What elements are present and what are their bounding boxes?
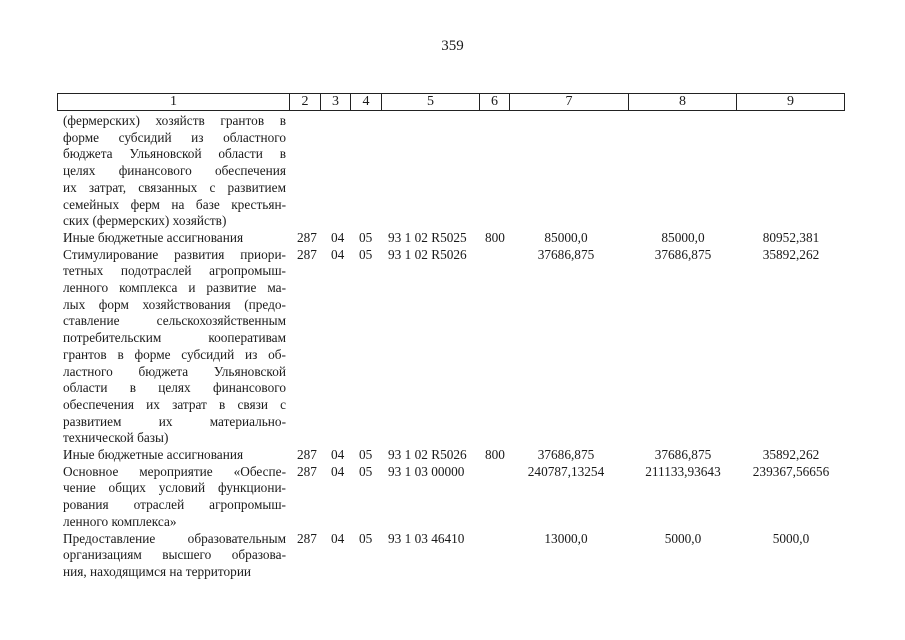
description-line: потребительским кооперативам bbox=[63, 330, 286, 346]
header-col-2: 2 bbox=[290, 94, 321, 110]
target-article-code: 93 1 03 00000 bbox=[388, 463, 465, 479]
section-code: 04 bbox=[331, 463, 345, 479]
description-line: грантов в форме субсидий из об- bbox=[63, 346, 286, 362]
target-article-code: 93 1 02 R5026 bbox=[388, 246, 467, 262]
header-col-4: 4 bbox=[351, 94, 382, 110]
row-description bbox=[63, 247, 286, 447]
amount-col-9: 35892,262 bbox=[762, 246, 820, 262]
table-row bbox=[0, 447, 905, 464]
header-col-8: 8 bbox=[629, 94, 737, 110]
header-col-9: 9 bbox=[787, 94, 794, 109]
row-description bbox=[63, 464, 286, 531]
description-line: Иные бюджетные ассигнования bbox=[63, 447, 244, 463]
description-line: технической базы) bbox=[63, 430, 169, 446]
amount-col-7: 37686,875 bbox=[537, 246, 595, 262]
description-line: Предоставление образовательным bbox=[63, 530, 286, 546]
ministry-code: 287 bbox=[297, 246, 317, 262]
description-line: (фермерских) хозяйств грантов в bbox=[63, 113, 286, 128]
amount-col-8: 37686,875 bbox=[654, 246, 712, 262]
amount-col-9: 5000,0 bbox=[772, 530, 810, 546]
amount-col-7: 13000,0 bbox=[544, 530, 588, 546]
header-col-3: 3 bbox=[321, 94, 351, 110]
description-line: ленного комплекса и развитие ма- bbox=[63, 280, 286, 296]
description-line: тетных подотраслей агропромыш- bbox=[63, 263, 286, 279]
page-number: 359 bbox=[441, 38, 464, 54]
row-description bbox=[63, 447, 286, 464]
description-line: их затрат, связанных с развитием bbox=[63, 179, 286, 195]
target-article-code: 93 1 02 R5025 bbox=[388, 229, 467, 245]
description-line: Стимулирование развития приори- bbox=[63, 246, 286, 262]
expense-type-code: 800 bbox=[485, 229, 505, 245]
table-row bbox=[0, 531, 905, 581]
description-line: форме субсидий из областного bbox=[63, 129, 286, 145]
expense-type-code: 800 bbox=[485, 447, 505, 463]
description-line: рования отраслей агропромыш- bbox=[63, 497, 286, 513]
subsection-code: 05 bbox=[359, 463, 373, 479]
header-col-6: 6 bbox=[480, 94, 510, 110]
header-col-1: 1 bbox=[58, 94, 290, 110]
section-code: 04 bbox=[331, 246, 345, 262]
subsection-code: 05 bbox=[359, 229, 373, 245]
section-code: 04 bbox=[331, 447, 345, 463]
row-description bbox=[63, 531, 286, 581]
amount-col-7: 37686,875 bbox=[537, 447, 595, 463]
amount-col-9: 80952,381 bbox=[762, 229, 820, 245]
amount-col-7: 240787,13254 bbox=[527, 463, 605, 479]
amount-col-9: 35892,262 bbox=[762, 447, 820, 463]
description-line: семейных ферм на базе крестьян- bbox=[63, 196, 286, 212]
ministry-code: 287 bbox=[297, 447, 317, 463]
header-col-7: 7 bbox=[510, 94, 629, 110]
target-article-code: 93 1 03 46410 bbox=[388, 530, 465, 546]
description-line: области в целях финансового bbox=[63, 380, 286, 396]
row-description bbox=[63, 113, 286, 230]
section-code: 04 bbox=[331, 229, 345, 245]
target-article-code: 93 1 02 R5026 bbox=[388, 447, 467, 463]
table-header bbox=[57, 93, 845, 111]
ministry-code: 287 bbox=[297, 530, 317, 546]
subsection-code: 05 bbox=[359, 447, 373, 463]
description-line: ских (фермерских) хозяйств) bbox=[63, 213, 227, 229]
header-col-5: 5 bbox=[382, 94, 480, 110]
amount-col-8: 37686,875 bbox=[654, 447, 712, 463]
amount-col-8: 211133,93643 bbox=[645, 463, 721, 479]
description-line: ластного бюджета Ульяновской bbox=[63, 363, 286, 379]
table-row bbox=[0, 247, 905, 447]
row-description bbox=[63, 230, 286, 247]
table-body bbox=[0, 113, 905, 581]
description-line: развитием их материально- bbox=[63, 413, 286, 429]
description-line: обеспечения их затрат в связи с bbox=[63, 396, 286, 412]
amount-col-8: 85000,0 bbox=[661, 229, 705, 245]
amount-col-8: 5000,0 bbox=[664, 530, 702, 546]
amount-col-7: 85000,0 bbox=[544, 229, 588, 245]
description-line: лых форм хозяйствования (предо- bbox=[63, 296, 286, 312]
table-row bbox=[0, 230, 905, 247]
description-line: бюджета Ульяновской области в bbox=[63, 146, 286, 162]
ministry-code: 287 bbox=[297, 229, 317, 245]
subsection-code: 05 bbox=[359, 530, 373, 546]
table-row bbox=[0, 113, 905, 230]
subsection-code: 05 bbox=[359, 246, 373, 262]
amount-col-9: 239367,56656 bbox=[752, 463, 830, 479]
description-line: ставление сельскохозяйственным bbox=[63, 313, 286, 329]
description-line: целях финансового обеспечения bbox=[63, 163, 286, 179]
description-line: организациям высшего образова- bbox=[63, 547, 286, 563]
description-line: Основное мероприятие «Обеспе- bbox=[63, 463, 286, 479]
description-line: чение общих условий функциони- bbox=[63, 480, 286, 496]
section-code: 04 bbox=[331, 530, 345, 546]
table-row bbox=[0, 464, 905, 531]
description-line: Иные бюджетные ассигнования bbox=[63, 229, 244, 245]
description-line: ленного комплекса» bbox=[63, 513, 177, 529]
description-line: ния, находящимся на территории bbox=[63, 563, 252, 579]
ministry-code: 287 bbox=[297, 463, 317, 479]
